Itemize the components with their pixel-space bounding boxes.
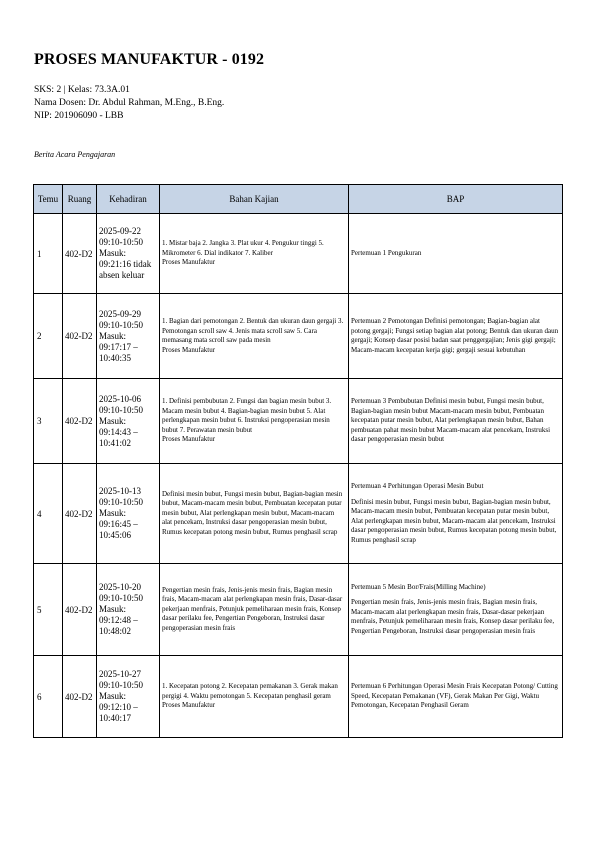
bap <box>349 464 563 564</box>
table-row <box>34 656 563 738</box>
bap-text: Pertemuan 4 Perhitungan Operasi Mesin Bubut <box>351 482 484 490</box>
bap-text: Pertemuan 1 Pengukuran <box>351 248 422 257</box>
bahan-kajian-text: Definisi mesin bubut, Fungsi mesin bubut, Bagian-bagian mesin bubut, Macam-macam mesin bubut, Pembuatan kecepatan putar mesin bubut, Alat perlengkapan mesin bubut, Macam-macam alat pencekam, Instruksi dasar pengoperasian mesin bubut, Rumus kecepatan potong mesin bubut, Rumus penghasil scrap <box>162 489 343 536</box>
attendance-time: 09:10-10:50 <box>99 680 143 690</box>
bahan-kajian-text: 1. Definisi pembubutan 2. Fungsi dan bagian mesin bubut 3. Macam mesin bubut 4. Bagian-bagian mesin bubut 5. Alat perlengkapan mesin bubut 6. Instruksi pengoperasian mesin bubut 7. Perawatan mesin bubut <box>162 397 332 434</box>
header-temu: Temu <box>34 185 63 214</box>
meeting-number: 3 <box>34 379 63 464</box>
lecturer-name: Nama Dosen: Dr. Abdul Rahman, M.Eng., B.Eng. <box>34 98 225 108</box>
attendance-masuk-label: Masuk: <box>99 330 126 341</box>
bahan-kajian-text: 1. Bagian dari pemotongan 2. Bentuk dan ukuran daun gergaji 3. Pemotongan scroll saw 4. Jenis mata scroll saw 5. Cara memasang mata scroll saw pada mesin <box>162 317 344 344</box>
meeting-number: 1 <box>34 214 63 294</box>
room: 402-D2 <box>63 294 97 379</box>
table-header-row <box>34 185 563 214</box>
teaching-report-table <box>33 184 563 738</box>
attendance-masuk: 09:16:45 – 10:45:06 <box>99 519 138 540</box>
bap <box>349 294 563 379</box>
bahan-kajian <box>160 214 349 294</box>
bahan-kajian <box>160 656 349 738</box>
bahan-kajian-course: Proses Manufaktur <box>162 435 216 444</box>
room: 402-D2 <box>63 464 97 564</box>
table-row <box>34 294 563 379</box>
attendance-time: 09:10-10:50 <box>99 319 143 330</box>
bap <box>349 214 563 294</box>
page-title: PROSES MANUFAKTUR - 0192 <box>34 51 265 68</box>
header-kehadiran: Kehadiran <box>97 185 160 214</box>
bap-text: Pertemuan 3 Pembubutan Definisi mesin bubut, Fungsi mesin bubut, Bagian-bagian mesin bubut Macam-macam mesin bubut, Pembuatan kecepatan putar mesin bubut, Alat perlengkapan mesin bubut, Bahan pembuatan pahat mesin bubut Macam-macam alat pencekam, Instruksi dasar pengoperasian mesin bubut <box>351 397 551 444</box>
table-row <box>34 214 563 294</box>
room: 402-D2 <box>63 214 97 294</box>
table-row <box>34 564 563 656</box>
attendance-time: 09:10-10:50 <box>99 404 143 415</box>
attendance-date: 2025-10-27 <box>99 669 141 679</box>
meeting-number: 6 <box>34 656 63 738</box>
attendance <box>97 464 160 564</box>
bahan-kajian-course: Proses Manufaktur <box>162 701 216 710</box>
attendance-time: 09:10-10:50 <box>99 593 143 603</box>
bahan-kajian-text: 1. Mistar baja 2. Jangka 3. Plat ukur 4. Pengukur tinggi 5. Mikrometer 6. Dial indikator 7. Kaliber <box>162 239 324 257</box>
bahan-kajian <box>160 464 349 564</box>
bap-text: Pertemuan 2 Pemotongan Definisi pemotongan; Bagian-bagian alat potong gergaji; Fungsi setiap bagian alat potong; Bentuk dan ukuran daun gergaji; Konsep dasar posisi badan saat penggergajian; Jenis gigi gergaji; Macam-macam kecepatan kerja gigi; gergaji sesuai kebutuhan <box>351 317 559 354</box>
attendance <box>97 379 160 464</box>
bap-detail: Definisi mesin bubut, Fungsi mesin bubut, Bagian-bagian mesin bubut, Macam-macam mesin bubut, Pembuatan kecepatan putar mesin bubut, Alat perlengkapan mesin bubut, Macam-macam alat pencekam, Instruksi dasar pengoperasian mesin bubut, Rumus kecepatan potong mesin bubut, Rumus penghasil scrap <box>351 497 557 544</box>
meeting-number: 5 <box>34 564 63 656</box>
attendance-masuk: 09:21:16 tidak absen keluar <box>99 259 152 280</box>
room: 402-D2 <box>63 656 97 738</box>
attendance-masuk: 09:12:48 – 10:48:02 <box>99 615 138 636</box>
lecturer-nip: NIP: 201906090 - LBB <box>34 111 124 121</box>
bahan-kajian <box>160 379 349 464</box>
attendance-masuk-label: Masuk: <box>99 508 126 518</box>
attendance-date: 2025-09-22 <box>99 226 141 236</box>
room: 402-D2 <box>63 564 97 656</box>
sks-kelas: SKS: 2 | Kelas: 73.3A.01 <box>34 85 130 95</box>
attendance-masuk-label: Masuk: <box>99 415 126 426</box>
attendance-date: 2025-10-20 <box>99 582 141 592</box>
bap <box>349 564 563 656</box>
attendance-time: 09:10-10:50 <box>99 237 143 247</box>
bahan-kajian-text: 1. Kecepatan potong 2. Kecepatan pemakanan 3. Gerak makan pergigi 4. Waktu pemotongan 5. Kecepatan penghasil geram <box>162 682 338 700</box>
bap <box>349 379 563 464</box>
attendance-date: 2025-10-13 <box>99 486 141 496</box>
course-info <box>34 84 224 123</box>
attendance-time: 09:10-10:50 <box>99 497 143 507</box>
bahan-kajian-course: Proses Manufaktur <box>162 345 216 354</box>
header-bap: BAP <box>349 185 563 214</box>
meeting-number: 2 <box>34 294 63 379</box>
bahan-kajian <box>160 294 349 379</box>
header-ruang: Ruang <box>63 185 97 214</box>
attendance-masuk: 09:14:43 – 10:41:02 <box>99 426 138 448</box>
bap-text: Pertemuan 6 Perhitungan Operasi Mesin Frais Kecepatan Potong/ Cutting Speed, Kecepatan Pemakanan (VF), Gerak Makan Per Gigi, Waktu Pemotongan, Kecepatan Penghasil Geram <box>351 682 558 710</box>
bap-text: Pertemuan 5 Mesin Bor/Frais(Milling Machine) <box>351 582 486 591</box>
attendance-masuk-label: Masuk: <box>99 248 126 258</box>
attendance-masuk-label: Masuk: <box>99 604 126 614</box>
meeting-number: 4 <box>34 464 63 564</box>
attendance <box>97 214 160 294</box>
attendance-date: 2025-10-06 <box>99 393 141 404</box>
bahan-kajian-text: Pengertian mesin frais, Jenis-jenis mesin frais, Bagian mesin frais, Macam-macam alat perlengkapan mesin frais, Dasar-dasar pekerjaan menfrais, Petunjuk pemeliharaan mesin frais, Konsep dasar perilaku fee, Pengertian Pengeboran, Instruksi dasar pengoperasian mesin frais <box>162 585 343 632</box>
bahan-kajian-course: Proses Manufaktur <box>162 258 216 267</box>
room: 402-D2 <box>63 379 97 464</box>
attendance <box>97 294 160 379</box>
table-row <box>34 379 563 464</box>
header-bahan-kajian: Bahan Kajian <box>160 185 349 214</box>
bap <box>349 656 563 738</box>
attendance <box>97 656 160 738</box>
attendance-masuk: 09:12:10 – 10:40:17 <box>99 702 138 723</box>
table-row <box>34 464 563 564</box>
attendance <box>97 564 160 656</box>
attendance-masuk-label: Masuk: <box>99 691 126 701</box>
bap-detail: Pengertian mesin frais, Jenis-jenis mesin frais, Bagian mesin frais, Macam-macam alat perlengkapan mesin frais, Dasar-dasar pekerjaan menfrais, Petunjuk pemeliharaan mesin frais, Konsep dasar perilaku fee, Pengertian Pengeboran, Instruksi dasar pengoperasian mesin frais <box>351 598 555 635</box>
attendance-masuk: 09:17:17 – 10:40:35 <box>99 341 138 363</box>
bahan-kajian <box>160 564 349 656</box>
section-title: Berita Acara Pengajaran <box>34 150 116 159</box>
attendance-date: 2025-09-29 <box>99 308 141 319</box>
